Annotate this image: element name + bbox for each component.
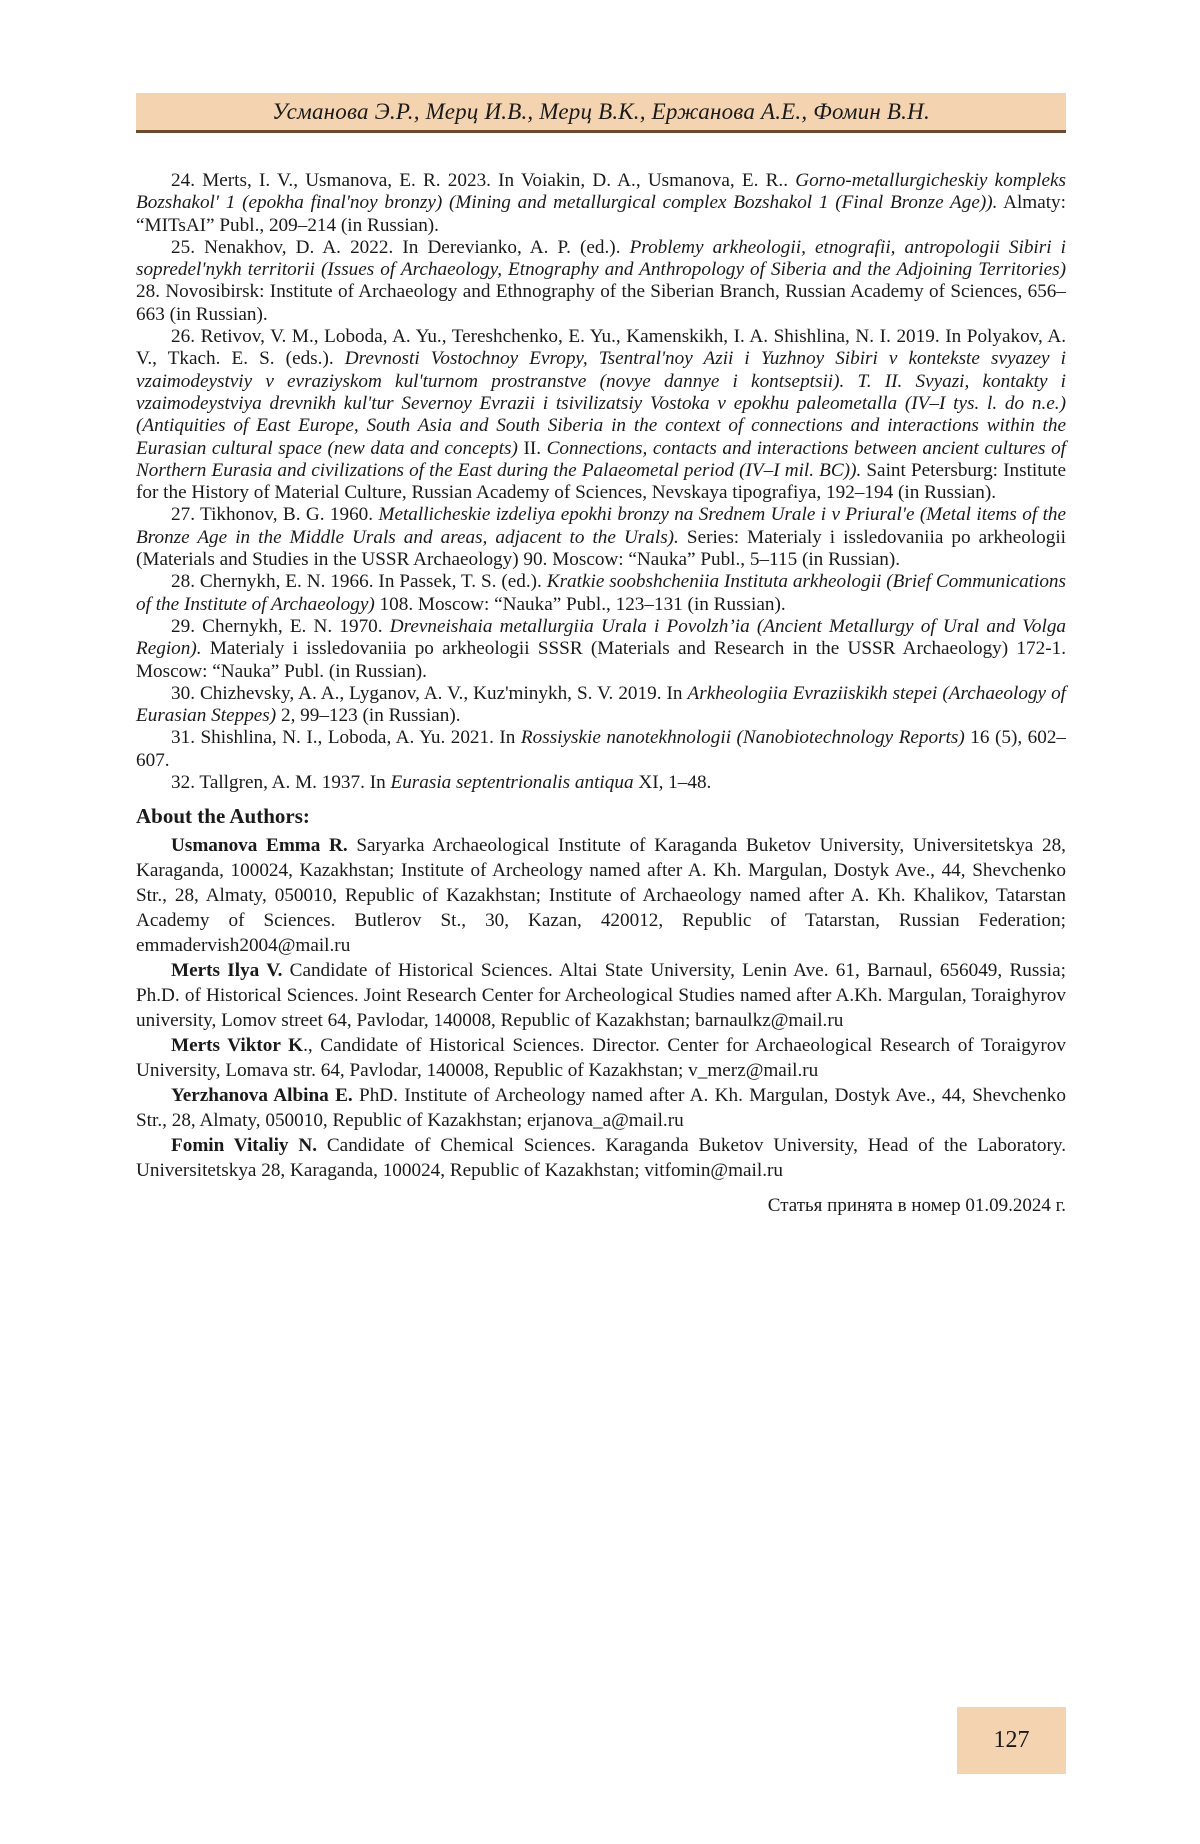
page-number-box (957, 1707, 1066, 1774)
reference-title: Drevnosti Vostochnoy Evropy, Tsentral'noy Azii i Yuzhnoy Sibiri v kontekste svyazey i vzaimodeystviy v evraziyskom kul'turnom prostranstve (novye dannye i kontseptsii). T. II. Svyazi, kontakty i vzaimodeystviya drevnikh kul'tur Severnoy Evrazii i tsivilizatsiy Vostoka v epokhu paleometalla (IV–I tys. l. do n.e.) (Antiquities of East Europe, South Asia and South Siberia in the context of connections and interactions within the Eurasian cultural space (new data and concepts) (136, 348, 1066, 458)
header-authors: Усманова Э.Р., Мерц И.В., Мерц В.К., Ержанова А.Е., Фомин В.Н. (272, 99, 930, 125)
reference-list (136, 170, 1066, 794)
author-entry: Yerzhanova Albina E. PhD. Institute of Archeology named after A. Kh. Margulan, Dostyk Ave., 44, Shevchenko Str., 28, Almaty, 050010, Republic of Kazakhstan; erjanova_a@mail.ru (136, 1083, 1066, 1133)
about-authors-heading: About the Authors: (136, 803, 1066, 829)
page-number: 127 (994, 1727, 1030, 1754)
reference-title: Metallicheskie izdeliya epokhi bronzy na Srednem Urale i v Priural'e (Metal items of the Bronze Age in the Middle Urals and areas, adjacent to the Urals). (136, 504, 1066, 547)
reference-title: Problemy arkheologii, etnografii, antropologii Sibiri i sopredel'nykh territorii (Issues of Archaeology, Etnography and Anthropology of Siberia and the Adjoining Territories) (136, 237, 1066, 280)
author-name: Yerzhanova Albina E. (171, 1085, 353, 1106)
author-entry: Usmanova Emma R. Saryarka Archaeological Institute of Karaganda Buketov University, Universitetskya 28, Karaganda, 100024, Kazakhstan; Institute of Archeology named after A. Kh. Margulan, Dostyk Ave., 44, Shevchenko Str., 28, Almaty, 050010, Republic of Kazakhstan; Institute of Archaeology named after A. Kh. Khalikov, Tatarstan Academy of Sciences. Butlerov St., 30, Kazan, 420012, Republic of Tatarstan, Russian Federation; emmadervish2004@mail.ru (136, 833, 1066, 958)
author-list (136, 833, 1066, 1183)
reference-title: Connections, contacts and interactions between ancient cultures of Northern Eurasia and civilizations of the East during the Palaeometal period (IV–I mil. BC)). (136, 438, 1066, 481)
reference-item: 31. Shishlina, N. I., Loboda, A. Yu. 2021. In Rossiyskie nanotekhnologii (Nanobiotechnology Reports) 16 (5), 602–607. (136, 727, 1066, 772)
reference-item: 28. Chernykh, E. N. 1966. In Passek, T. S. (ed.). Kratkie soobshcheniia Instituta arkheologii (Brief Communications of the Institute of Archaeology) 108. Moscow: “Nauka” Publ., 123–131 (in Russian). (136, 571, 1066, 616)
reference-item: 24. Merts, I. V., Usmanova, E. R. 2023. In Voiakin, D. A., Usmanova, E. R.. Gorno-metallurgicheskiy kompleks Bozshakol' 1 (epokha final'noy bronzy) (Mining and metallurgical complex Bozshakol 1 (Final Bronze Age)). Almaty: “MITsAI” Publ., 209–214 (in Russian). (136, 170, 1066, 237)
reference-title: Arkheologiia Evraziiskikh stepei (Archaeology of Eurasian Steppes) (136, 683, 1066, 726)
author-name: Merts Ilya V. (171, 960, 282, 981)
page-content (136, 170, 1066, 1219)
reference-item: 32. Tallgren, A. M. 1937. In Eurasia septentrionalis antiqua XI, 1–48. (136, 772, 1066, 794)
author-entry: Merts Viktor K., Candidate of Historical Sciences. Director. Center for Archaeological Research of Toraigyrov University, Lomava str. 64, Pavlodar, 140008, Republic of Kazakhstan; v_merz@mail.ru (136, 1033, 1066, 1083)
reference-title: Kratkie soobshcheniia Instituta arkheologii (Brief Communications of the Institute of Archaeology) (136, 571, 1066, 614)
reference-item: 29. Chernykh, E. N. 1970. Drevneishaia metallurgiia Urala i Povolzh’ia (Ancient Metallurgy of Ural and Volga Region). Materialy i issledovaniia po arkheologii SSSR (Materials and Research in the USSR Archaeology) 172-1. Moscow: “Nauka” Publ. (in Russian). (136, 616, 1066, 683)
reference-title: Drevneishaia metallurgiia Urala i Povolzh’ia (Ancient Metallurgy of Ural and Volga Region). (136, 616, 1066, 659)
reference-title: Eurasia septentrionalis antiqua (390, 772, 633, 793)
acceptance-date: Статья принята в номер 01.09.2024 г. (136, 1193, 1066, 1219)
author-entry: Fomin Vitaliy N. Candidate of Chemical Sciences. Karaganda Buketov University, Head of the Laboratory. Universitetskya 28, Karaganda, 100024, Republic of Kazakhstan; vitfomin@mail.ru (136, 1133, 1066, 1183)
author-entry: Merts Ilya V. Candidate of Historical Sciences. Altai State University, Lenin Ave. 61, Barnaul, 656049, Russia; Ph.D. of Historical Sciences. Joint Research Center for Archeological Studies named after A.Kh. Margulan, Toraighyrov university, Lomov street 64, Pavlodar, 140008, Republic of Kazakhstan; barnaulkz@mail.ru (136, 958, 1066, 1033)
reference-item: 27. Tikhonov, B. G. 1960. Metallicheskie izdeliya epokhi bronzy na Srednem Urale i v Priural'e (Metal items of the Bronze Age in the Middle Urals and areas, adjacent to the Urals). Series: Materialy i issledovaniia po arkheologii (Materials and Studies in the USSR Archaeology) 90. Moscow: “Nauka” Publ., 5–115 (in Russian). (136, 504, 1066, 571)
reference-item: 30. Chizhevsky, A. A., Lyganov, A. V., Kuz'minykh, S. V. 2019. In Arkheologiia Evraziiskikh stepei (Archaeology of Eurasian Steppes) 2, 99–123 (in Russian). (136, 683, 1066, 728)
author-name: Merts Viktor K (171, 1035, 303, 1056)
reference-title: Rossiyskie nanotekhnologii (Nanobiotechnology Reports) (521, 727, 965, 748)
reference-title: Gorno-metallurgicheskiy kompleks Bozshakol' 1 (epokha final'noy bronzy) (Mining and metallurgical complex Bozshakol 1 (Final Bronze Age)). (136, 170, 1066, 213)
author-name: Fomin Vitaliy N. (171, 1135, 317, 1156)
author-name: Usmanova Emma R. (171, 835, 348, 856)
reference-item: 26. Retivov, V. M., Loboda, A. Yu., Tereshchenko, E. Yu., Kamenskikh, I. A. Shishlina, N. I. 2019. In Polyakov, A. V., Tkach. E. S. (eds.). Drevnosti Vostochnoy Evropy, Tsentral'noy Azii i Yuzhnoy Sibiri v kontekste svyazey i vzaimodeystviy v evraziyskom kul'turnom prostranstve (novye dannye i kontseptsii). T. II. Svyazi, kontakty i vzaimodeystviya drevnikh kul'tur Severnoy Evrazii i tsivilizatsiy Vostoka v epokhu paleometalla (IV–I tys. l. do n.e.) (Antiquities of East Europe, South Asia and South Siberia in the context of connections and interactions within the Eurasian cultural space (new data and concepts) II. Connections, contacts and interactions between ancient cultures of Northern Eurasia and civilizations of the East during the Palaeometal period (IV–I mil. BC)). Saint Petersburg: Institute for the History of Material Culture, Russian Academy of Sciences, Nevskaya tipografiya, 192–194 (in Russian). (136, 326, 1066, 504)
reference-item: 25. Nenakhov, D. A. 2022. In Derevianko, A. P. (ed.). Problemy arkheologii, etnografii, antropologii Sibiri i sopredel'nykh territorii (Issues of Archaeology, Etnography and Anthropology of Siberia and the Adjoining Territories) 28. Novosibirsk: Institute of Archaeology and Ethnography of the Siberian Branch, Russian Academy of Sciences, 656–663 (in Russian). (136, 237, 1066, 326)
running-header (136, 93, 1066, 133)
